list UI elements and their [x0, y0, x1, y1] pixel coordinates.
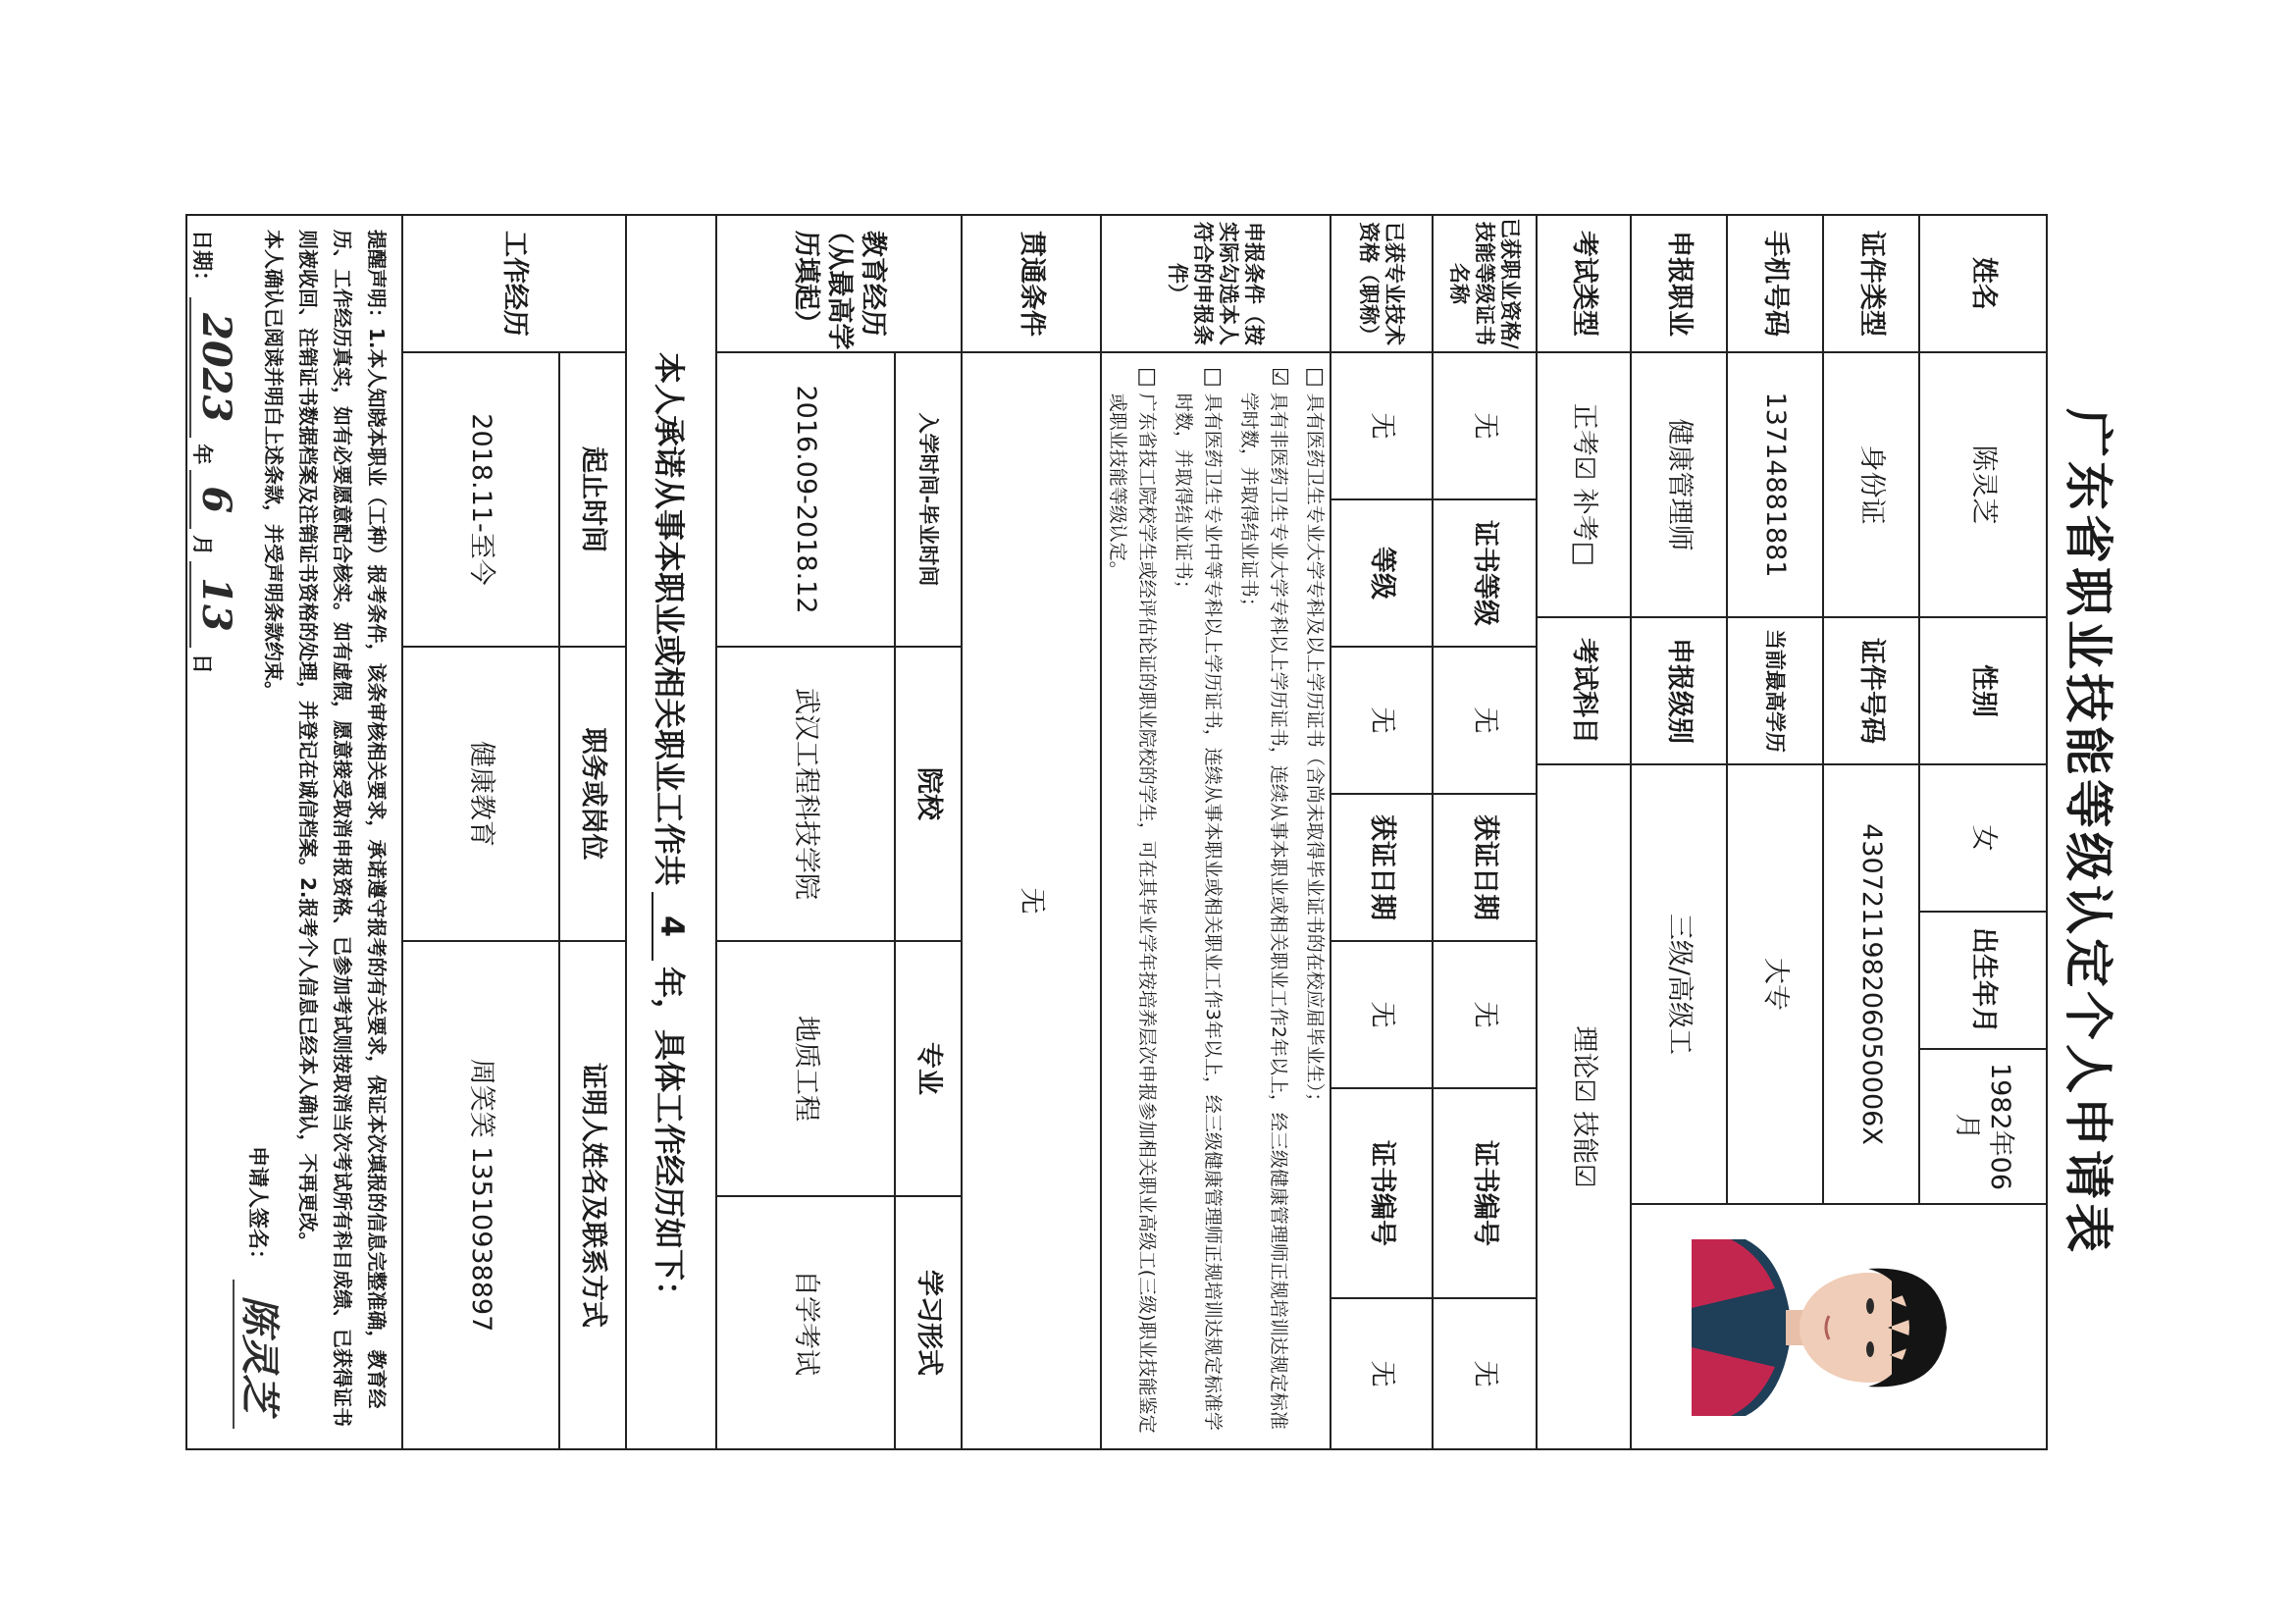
- condition-3[interactable]: [1169, 367, 1226, 1435]
- value-level: 三级/高级工: [1630, 765, 1726, 1205]
- value-occupation: 健康管理师: [1630, 353, 1726, 618]
- year-unit: 年: [190, 444, 215, 465]
- value-cert-name: 无: [1432, 353, 1536, 500]
- value-title-no: 无: [1330, 1299, 1432, 1448]
- label-cert-name: 已获职业资格/技能等级证书名称: [1432, 216, 1536, 353]
- value-id-type: 身份证: [1822, 353, 1918, 618]
- statement-body: 提醒声明：1.本人知晓本职业（工种）报考条件，该条审核相关要求，承诺遵守报考的有关要求，保证本次填报的信息完整准确，教育经历、工作经历真实，如有必要愿意配合核实。如有虚假，愿意接受取消申报资格、已参加考试则按取消当次考试所有科目成绩、已获得证书则被收回、注销证书数据档案及注销证书资格的处理，并登记在诚信档案。2.报考个人信息已经本人确认，不再更改。: [296, 230, 389, 1427]
- label-cert-no: 证书编号: [1432, 1089, 1536, 1299]
- value-title-grade: 无: [1330, 648, 1432, 795]
- label-pass-through: 贯通条件: [961, 216, 1100, 353]
- label-level: 申报级别: [1630, 618, 1726, 765]
- header-witness: 证明人姓名及联系方式: [558, 942, 625, 1448]
- condition-text: 具有医药卫生专业中等专科以上学历证书，连续从事本职业或相关职业工作3年以上，经三级健康管理师正规培训达规定标准学时数，并取得结业证书；: [1173, 393, 1224, 1431]
- value-education: 大专: [1726, 765, 1822, 1205]
- date-day[interactable]: 13: [189, 561, 240, 648]
- signature-label: 申请人签名：: [246, 1146, 271, 1270]
- value-title-name: 无: [1330, 353, 1432, 500]
- value-cert-date: 无: [1432, 942, 1536, 1089]
- header-edu-period: 入学时间-毕业时间: [894, 353, 961, 648]
- statement-confirm: 本人确认已阅读并明白上述条款，并受声明条款约束。: [262, 230, 286, 701]
- header-school: 院校: [894, 648, 961, 942]
- label-birth: 出生年月: [1918, 913, 2046, 1050]
- label-edu-history: 教育经历（从最高学历填起）: [715, 216, 961, 353]
- value-position: 健康教育: [401, 648, 558, 942]
- commitment-suffix: 年，具体工作经历如下：: [651, 967, 688, 1313]
- value-birth: 1982年06月: [1918, 1050, 2046, 1205]
- value-witness: 周笑笑 13510938897: [401, 942, 558, 1448]
- value-exam-subject: 理论☑ 技能☑: [1536, 765, 1630, 1448]
- header-work-period: 起止时间: [558, 353, 625, 648]
- condition-1[interactable]: [1300, 367, 1329, 1435]
- value-study-mode: 自学考试: [715, 1197, 894, 1448]
- date-month[interactable]: 6: [189, 470, 240, 529]
- label-title-no: 证书编号: [1330, 1089, 1432, 1299]
- form-title: 广东省职业技能等级认定个人申请表: [2060, 408, 2116, 1256]
- checkbox-icon[interactable]: □: [1200, 367, 1226, 388]
- label-exam-subject: 考试科目: [1536, 618, 1630, 765]
- day-unit: 日: [190, 653, 215, 674]
- value-phone: 13714881881: [1726, 353, 1822, 618]
- label-work-history: 工作经历: [401, 216, 625, 353]
- work-commitment: [625, 216, 715, 1448]
- commitment-years[interactable]: 4: [652, 892, 691, 961]
- label-gender: 性别: [1918, 618, 2046, 765]
- value-cert-no: 无: [1432, 1299, 1536, 1448]
- label-title-grade: 等级: [1330, 500, 1432, 648]
- statement-section: [187, 216, 401, 1448]
- label-id-type: 证件类型: [1822, 216, 1918, 353]
- value-title-date: 无: [1330, 942, 1432, 1089]
- month-unit: 月: [190, 535, 215, 556]
- commitment-prefix: 本人承诺从事本职业或相关职业工作共: [651, 351, 688, 886]
- date-row: [189, 230, 240, 674]
- value-edu-period: 2016.09-2018.12: [715, 353, 894, 648]
- value-id-number: 430721198206050006X: [1822, 765, 1918, 1205]
- header-major: 专业: [894, 942, 961, 1197]
- header-study-mode: 学习形式: [894, 1197, 961, 1448]
- header-position: 职务或岗位: [558, 648, 625, 942]
- date-label: 日期：: [190, 230, 215, 291]
- portrait-icon: [1692, 1220, 1986, 1436]
- conditions-list: [1100, 353, 1330, 1448]
- label-name: 姓名: [1918, 216, 2046, 353]
- application-form: [185, 214, 2128, 1450]
- label-title-name: 已获专业技术资格（职称）: [1330, 216, 1432, 353]
- condition-4[interactable]: [1103, 367, 1161, 1435]
- value-name: 陈灵芝: [1918, 353, 2046, 618]
- label-id-number: 证件号码: [1822, 618, 1918, 765]
- value-work-period: 2018.11-至今: [401, 353, 558, 648]
- checkbox-icon[interactable]: □: [1134, 367, 1160, 388]
- label-occupation: 申报职业: [1630, 216, 1726, 353]
- value-cert-grade: 无: [1432, 648, 1536, 795]
- checkbox-checked-icon[interactable]: ☑: [1266, 367, 1291, 387]
- value-exam-type: 正考☑ 补考□: [1536, 353, 1630, 618]
- condition-text: 具有非医药卫生专业大学专科以上学历证书，连续从事本职业或相关职业工作2年以上，经三级健康管理师正规培训达规定标准学时数，并取得结业证书；: [1238, 392, 1289, 1430]
- label-cert-grade: 证书等级: [1432, 500, 1536, 648]
- value-school: 武汉工程科技学院: [715, 648, 894, 942]
- value-major: 地质工程: [715, 942, 894, 1197]
- label-cert-date: 获证日期: [1432, 795, 1536, 942]
- condition-text: 广东省技工院校学生或经评估论证的职业院校的学生，可在其毕业学年按培养层次申报参加相关职业高级工(三级)职业技能鉴定或职业技能等级认定。: [1107, 393, 1158, 1434]
- signature-area: [233, 1146, 284, 1429]
- label-education: 当前最高学历: [1726, 618, 1822, 765]
- checkbox-icon[interactable]: □: [1303, 367, 1329, 388]
- label-conditions: 申报条件（按实际勾选本人符合的申报条件）: [1100, 216, 1330, 353]
- label-title-date: 获证日期: [1330, 795, 1432, 942]
- value-gender: 女: [1918, 765, 2046, 913]
- applicant-photo: [1630, 1205, 2046, 1450]
- applicant-signature[interactable]: 陈灵芝: [233, 1280, 284, 1429]
- label-phone: 手机号码: [1726, 216, 1822, 353]
- value-pass-through: 无: [961, 353, 1100, 1448]
- condition-2[interactable]: [1234, 367, 1292, 1435]
- condition-text: 具有医药卫生专业大学专科及以上学历证书（含尚未取得毕业证书的在校应届毕业生）；: [1304, 393, 1327, 1112]
- form-grid: [185, 214, 2048, 1450]
- date-year[interactable]: 2023: [189, 297, 240, 438]
- label-exam-type: 考试类型: [1536, 216, 1630, 353]
